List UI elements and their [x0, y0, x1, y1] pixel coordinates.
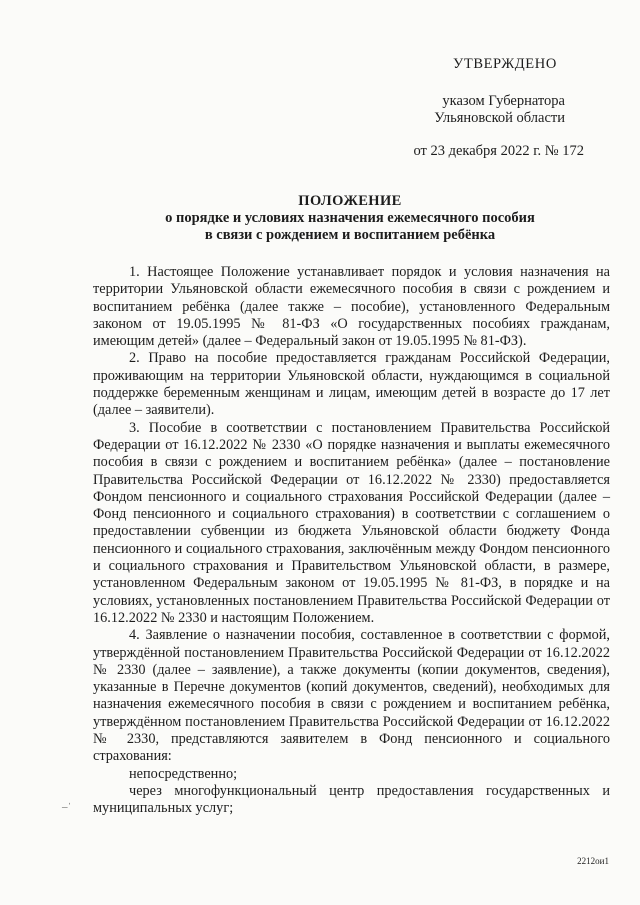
paragraph-4-option-1: непосредственно;: [129, 765, 238, 782]
document-body: [93, 264, 610, 818]
decree-line-1: указом Губернатора: [442, 93, 565, 109]
title-line-3: в связи с рождением и воспитанием ребёнка: [204, 227, 496, 243]
paragraph-3: 3. Пособие в соответствии с постановлением Правительства Российской Федерации от 16.12.2022 № 2330 «О порядке назначения и выплаты ежемесячного пособия в связи с рождением и воспитанием ребёнка» (далее – постановление Правительства Российской Федерации от 16.12.2022 № 2330) предоставляется Фондом пенсионного и социального страхования Российской Федерации (далее – Фонд пенсионного и социального страхования) в соответствии с соглашением о предоставлении субвенции из бюджета Ульяновской области бюджету Фонда пенсионного и социального страхования, заключённым между Фондом пенсионного и социального страхования и Правительством Ульяновской области, в размере, установленном Федеральным законом от 19.05.1995 № 81-ФЗ, в порядке и на условиях, установленных постановлением Правительства Российской Федерации от 16.12.2022 № 2330 и настоящим Положением.: [93, 419, 610, 626]
decree-line-2: Ульяновской области: [434, 110, 565, 126]
paragraph-4: 4. Заявление о назначении пособия, составленное в соответствии с формой, утверждённой постановлением Правительства Российской Федерации от 16.12.2022 № 2330 (далее – заявление), а также документы (копии документов, сведения), указанные в Перечне документов (копий документов, сведений), необходимых для назначения ежемесячного пособия в связи с рождением и воспитанием ребёнка, утверждённом постановлением Правительства Российской Федерации от 16.12.2022 № 2330, представляются заявителем в Фонд пенсионного и социального страхования:: [93, 627, 610, 765]
scan-mark: –ˈ: [62, 801, 72, 813]
paragraph-2: 2. Право на пособие предоставляется гражданам Российской Федерации, проживающим на территории Ульяновской области, нуждающимся в социальной поддержке беременным женщинам и лицам, имеющим детей в возрасте до 17 лет (далее – заявители).: [93, 350, 610, 419]
title-line-2: о порядке и условиях назначения ежемесячного пособия: [165, 210, 535, 226]
paragraph-1: 1. Настоящее Положение устанавливает порядок и условия назначения на территории Ульяновской области ежемесячного пособия в связи с рождением и воспитанием ребёнка (далее также – пособие), установленного Федеральным законом от 19.05.1995 № 81-ФЗ «О государственных пособиях гражданам, имеющим детей» (далее – Федеральный закон от 19.05.1995 № 81-ФЗ).: [93, 264, 610, 350]
decree-date-number: от 23 декабря 2022 г. № 172: [413, 143, 584, 159]
decree-reference: [434, 93, 565, 127]
footer-code: 2212ои1: [577, 856, 609, 866]
approval-stamp: УТВЕРЖДЕНО: [453, 56, 557, 72]
paragraph-4-option-2: через многофункциональный центр предоставления государственных и муниципальных услуг;: [93, 782, 610, 817]
document-title: [90, 193, 610, 244]
title-line-1: ПОЛОЖЕНИЕ: [298, 193, 402, 209]
